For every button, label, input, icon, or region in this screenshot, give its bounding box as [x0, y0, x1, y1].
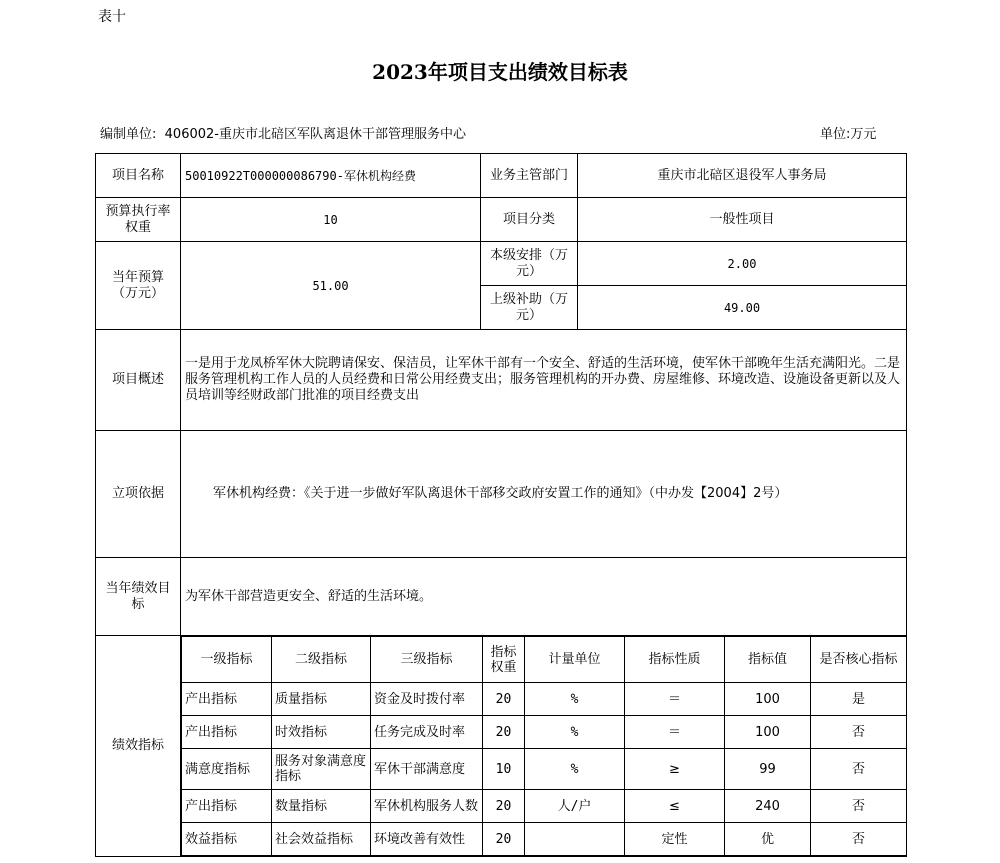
indicator-cell: 产出指标 [182, 683, 272, 716]
table-row [182, 790, 907, 823]
indicator-cell: 定性 [625, 823, 725, 856]
overview-label: 项目概述 [96, 330, 181, 431]
indicator-header-cell: 是否核心指标 [811, 637, 907, 683]
indicator-header-cell: 一级指标 [182, 637, 272, 683]
indicator-header-cell: 指标值 [725, 637, 811, 683]
table-row [182, 823, 907, 856]
weight-value: 10 [181, 198, 481, 242]
indicator-cell: 满意度指标 [182, 749, 272, 790]
indicator-cell: % [525, 749, 625, 790]
indicator-header-cell: 三级指标 [371, 637, 483, 683]
dept-value: 重庆市北碚区退役军人事务局 [578, 154, 907, 198]
indicator-cell: 时效指标 [272, 716, 371, 749]
indicator-header-cell: 计量单位 [525, 637, 625, 683]
category-label: 项目分类 [481, 198, 578, 242]
indicator-header-cell: 指标权重 [483, 637, 525, 683]
indicator-cell: 任务完成及时率 [371, 716, 483, 749]
indicator-cell: 环境改善有效性 [371, 823, 483, 856]
budget-label: 当年预算（万元） [96, 242, 181, 330]
indicator-header-row [182, 637, 907, 683]
indicator-cell: 优 [725, 823, 811, 856]
overview-value: 一是用于龙凤桥军休大院聘请保安、保洁员，让军休干部有一个安全、舒适的生活环境，使军休干部晚年生活充满阳光。二是服务管理机构工作人员的人员经费和日常公用经费支出；服务管理机构的开办费、房屋维修、环境改造、设施设备更新以及人员培训等经财政部门批准的项目经费支出 [181, 330, 907, 431]
basis-label: 立项依据 [96, 431, 181, 558]
local-label: 本级安排（万元） [481, 242, 578, 286]
table-row [182, 683, 907, 716]
indicator-cell: 资金及时拨付率 [371, 683, 483, 716]
indicator-cell [525, 823, 625, 856]
indicator-cell: ＝ [625, 683, 725, 716]
indicator-cell: 100 [725, 683, 811, 716]
indicator-cell: ≥ [625, 749, 725, 790]
performance-table [95, 153, 907, 857]
category-value: 一般性项目 [578, 198, 907, 242]
indicators-label: 绩效指标 [96, 636, 181, 857]
upper-value: 49.00 [578, 286, 907, 330]
indicator-cell: 20 [483, 683, 525, 716]
indicator-cell: 否 [811, 823, 907, 856]
org-value: 406002-重庆市北碚区军队离退休干部管理服务中心 [164, 127, 466, 142]
indicators-cell [181, 636, 907, 857]
budget-value: 51.00 [181, 242, 481, 330]
indicator-cell: % [525, 683, 625, 716]
org-line [100, 123, 466, 142]
table-number-label: 表十 [98, 9, 126, 25]
page-title: 2023年项目支出绩效目标表 [372, 60, 628, 84]
goal-label: 当年绩效目标 [96, 558, 181, 636]
indicator-cell: 质量指标 [272, 683, 371, 716]
indicator-cell: 10 [483, 749, 525, 790]
goal-value: 为军休干部营造更安全、舒适的生活环境。 [181, 558, 907, 636]
indicator-cell: 20 [483, 716, 525, 749]
indicator-cell: 否 [811, 790, 907, 823]
indicator-cell: 效益指标 [182, 823, 272, 856]
indicator-cell: 是 [811, 683, 907, 716]
upper-label: 上级补助（万元） [481, 286, 578, 330]
indicator-cell: 人/户 [525, 790, 625, 823]
indicator-cell: 20 [483, 790, 525, 823]
indicator-header-cell: 指标性质 [625, 637, 725, 683]
table-row [182, 716, 907, 749]
project-name-value: 50010922T000000086790-军休机构经费 [181, 154, 481, 198]
local-value: 2.00 [578, 242, 907, 286]
dept-label: 业务主管部门 [481, 154, 578, 198]
unit-label: 单位:万元 [820, 127, 877, 142]
project-name-label: 项目名称 [96, 154, 181, 198]
indicator-cell: 240 [725, 790, 811, 823]
indicator-cell: ＝ [625, 716, 725, 749]
indicator-cell: 否 [811, 716, 907, 749]
basis-value: 军休机构经费：《关于进一步做好军队离退休干部移交政府安置工作的通知》（中办发【2004】2号） [181, 431, 907, 558]
indicators-body [182, 637, 907, 856]
weight-label: 预算执行率权重 [96, 198, 181, 242]
indicator-cell: 100 [725, 716, 811, 749]
indicators-table [181, 636, 907, 856]
indicator-cell: 99 [725, 749, 811, 790]
indicator-cell: 服务对象满意度指标 [272, 749, 371, 790]
org-label: 编制单位: [100, 127, 157, 142]
table-row [182, 749, 907, 790]
indicator-cell: 数量指标 [272, 790, 371, 823]
indicator-cell: 军休干部满意度 [371, 749, 483, 790]
indicator-cell: 社会效益指标 [272, 823, 371, 856]
indicator-cell: % [525, 716, 625, 749]
indicator-cell: 军休机构服务人数 [371, 790, 483, 823]
indicator-header-cell: 二级指标 [272, 637, 371, 683]
indicator-cell: ≤ [625, 790, 725, 823]
indicator-cell: 产出指标 [182, 716, 272, 749]
indicator-cell: 20 [483, 823, 525, 856]
indicator-cell: 否 [811, 749, 907, 790]
indicator-cell: 产出指标 [182, 790, 272, 823]
